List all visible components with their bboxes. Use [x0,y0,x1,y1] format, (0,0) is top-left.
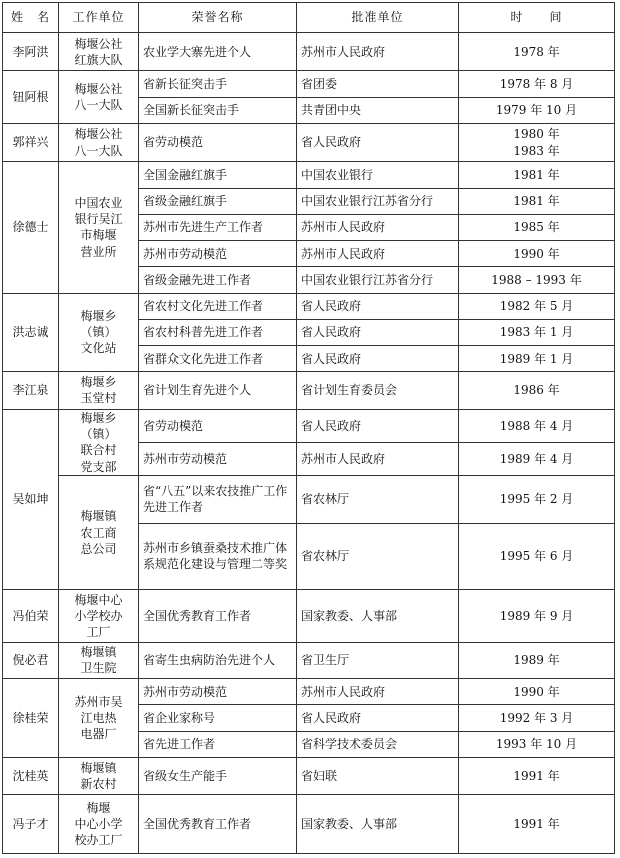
award-time: 1991 年 [459,795,615,854]
person-name: 冯子才 [3,795,59,854]
person-name: 李阿洪 [3,33,59,71]
person-name: 徐德士 [3,162,59,293]
honor-title: 苏州市劳动模范 [139,241,297,267]
approving-unit: 国家教委、人事部 [297,795,459,854]
award-time: 1989 年 [459,642,615,678]
approving-unit: 苏州市人民政府 [297,442,459,475]
table-row [3,642,615,678]
honor-title: 省企业家称号 [139,705,297,731]
honor-title: 省劳动模范 [139,123,297,161]
approving-unit: 省人民政府 [297,409,459,442]
table-row [3,123,615,161]
award-time: 1981 年 [459,188,615,214]
approving-unit: 省人民政府 [297,705,459,731]
table-row [3,679,615,705]
honor-title: 省计划生育先进个人 [139,372,297,409]
award-time: 1992 年 3 月 [459,705,615,731]
table-row [3,33,615,71]
award-time: 1978 年 [459,33,615,71]
table-row [3,476,615,523]
approving-unit: 苏州市人民政府 [297,241,459,267]
approving-unit: 省人民政府 [297,123,459,161]
honor-roster-table [2,2,615,854]
work-unit: 梅堰镇 卫生院 [59,642,139,678]
award-time: 1979 年 10 月 [459,97,615,123]
award-time: 1989 年 1 月 [459,346,615,372]
table-row [3,409,615,442]
honor-title: 省先进工作者 [139,731,297,757]
award-time: 1989 年 4 月 [459,442,615,475]
work-unit: 梅堰镇 新农村 [59,757,139,794]
approving-unit: 省计划生育委员会 [297,372,459,409]
work-unit: 中国农业 银行吴江 市梅堰 营业所 [59,162,139,293]
award-time: 1985 年 [459,214,615,240]
table-row [3,162,615,188]
honor-title: 全国优秀教育工作者 [139,590,297,643]
honor-title: 省农村科普先进工作者 [139,319,297,345]
award-time: 1978 年 8 月 [459,71,615,97]
person-name: 冯伯荣 [3,590,59,643]
award-time: 1981 年 [459,162,615,188]
work-unit: 梅堰镇 农工商 总公司 [59,476,139,590]
table-row [3,590,615,643]
table-row [3,372,615,409]
approving-unit: 苏州市人民政府 [297,214,459,240]
honor-title: 苏州市劳动模范 [139,442,297,475]
honor-title: 省劳动模范 [139,409,297,442]
approving-unit: 省人民政府 [297,346,459,372]
work-unit: 梅堰乡 （镇） 文化站 [59,293,139,372]
award-time: 1986 年 [459,372,615,409]
award-time: 1995 年 2 月 [459,476,615,523]
honor-title: 省级金融先进工作者 [139,267,297,293]
person-name: 郭祥兴 [3,123,59,161]
honor-roster-sheet [2,2,614,854]
approving-unit: 中国农业银行 [297,162,459,188]
award-time: 1980 年 1983 年 [459,123,615,161]
honor-title: 省级女生产能手 [139,757,297,794]
award-time: 1983 年 1 月 [459,319,615,345]
honor-title: 全国新长征突击手 [139,97,297,123]
honor-title: 省寄生虫病防治先进个人 [139,642,297,678]
honor-title: 省新长征突击手 [139,71,297,97]
honor-title: 苏州市乡镇蚕桑技术推广体系规范化建设与管理二等奖 [139,523,297,590]
award-time: 1995 年 6 月 [459,523,615,590]
work-unit: 梅堰乡（镇） 联合村 党支部 [59,409,139,475]
person-name: 吴如坤 [3,409,59,590]
header-honor-title: 荣誉名称 [139,3,297,33]
person-name: 钮阿根 [3,71,59,124]
table-row [3,293,615,319]
honor-title: 全国优秀教育工作者 [139,795,297,854]
approving-unit: 省妇联 [297,757,459,794]
approving-unit: 省农林厅 [297,523,459,590]
approving-unit: 省团委 [297,71,459,97]
person-name: 沈桂英 [3,757,59,794]
work-unit: 梅堰公社 红旗大队 [59,33,139,71]
approving-unit: 省人民政府 [297,293,459,319]
award-time: 1990 年 [459,679,615,705]
person-name: 洪志诚 [3,293,59,372]
work-unit: 苏州市吴 江电热 电器厂 [59,679,139,758]
approving-unit: 苏州市人民政府 [297,33,459,71]
work-unit: 梅堰乡 玉堂村 [59,372,139,409]
work-unit: 梅堰 中心小学 校办工厂 [59,795,139,854]
award-time: 1990 年 [459,241,615,267]
honor-title: 省农村文化先进工作者 [139,293,297,319]
approving-unit: 国家教委、人事部 [297,590,459,643]
header-time: 时 间 [459,3,615,33]
header-approving-unit: 批准单位 [297,3,459,33]
table-row [3,795,615,854]
person-name: 倪必君 [3,642,59,678]
approving-unit: 苏州市人民政府 [297,679,459,705]
approving-unit: 省人民政府 [297,319,459,345]
work-unit: 梅堰中心 小学校办 工厂 [59,590,139,643]
table-row [3,71,615,97]
award-time: 1988 – 1993 年 [459,267,615,293]
honor-title: 省级金融红旗手 [139,188,297,214]
approving-unit: 共青团中央 [297,97,459,123]
header-work-unit: 工作单位 [59,3,139,33]
award-time: 1991 年 [459,757,615,794]
approving-unit: 省科学技术委员会 [297,731,459,757]
award-time: 1989 年 9 月 [459,590,615,643]
person-name: 徐桂荣 [3,679,59,758]
work-unit: 梅堰公社 八一大队 [59,71,139,124]
award-time: 1993 年 10 月 [459,731,615,757]
approving-unit: 中国农业银行江苏省分行 [297,188,459,214]
approving-unit: 省卫生厅 [297,642,459,678]
honor-title: 苏州市劳动模范 [139,679,297,705]
person-name: 李江泉 [3,372,59,409]
award-time: 1982 年 5 月 [459,293,615,319]
honor-title: 农业学大寨先进个人 [139,33,297,71]
honor-title: 省“八五”以来农技推广工作先进工作者 [139,476,297,523]
approving-unit: 省农林厅 [297,476,459,523]
header-name: 姓 名 [3,3,59,33]
table-row [3,757,615,794]
approving-unit: 中国农业银行江苏省分行 [297,267,459,293]
honor-title: 苏州市先进生产工作者 [139,214,297,240]
header-row [3,3,615,33]
honor-title: 省群众文化先进工作者 [139,346,297,372]
work-unit: 梅堰公社 八一大队 [59,123,139,161]
roster-body [3,33,615,854]
award-time: 1988 年 4 月 [459,409,615,442]
honor-title: 全国金融红旗手 [139,162,297,188]
